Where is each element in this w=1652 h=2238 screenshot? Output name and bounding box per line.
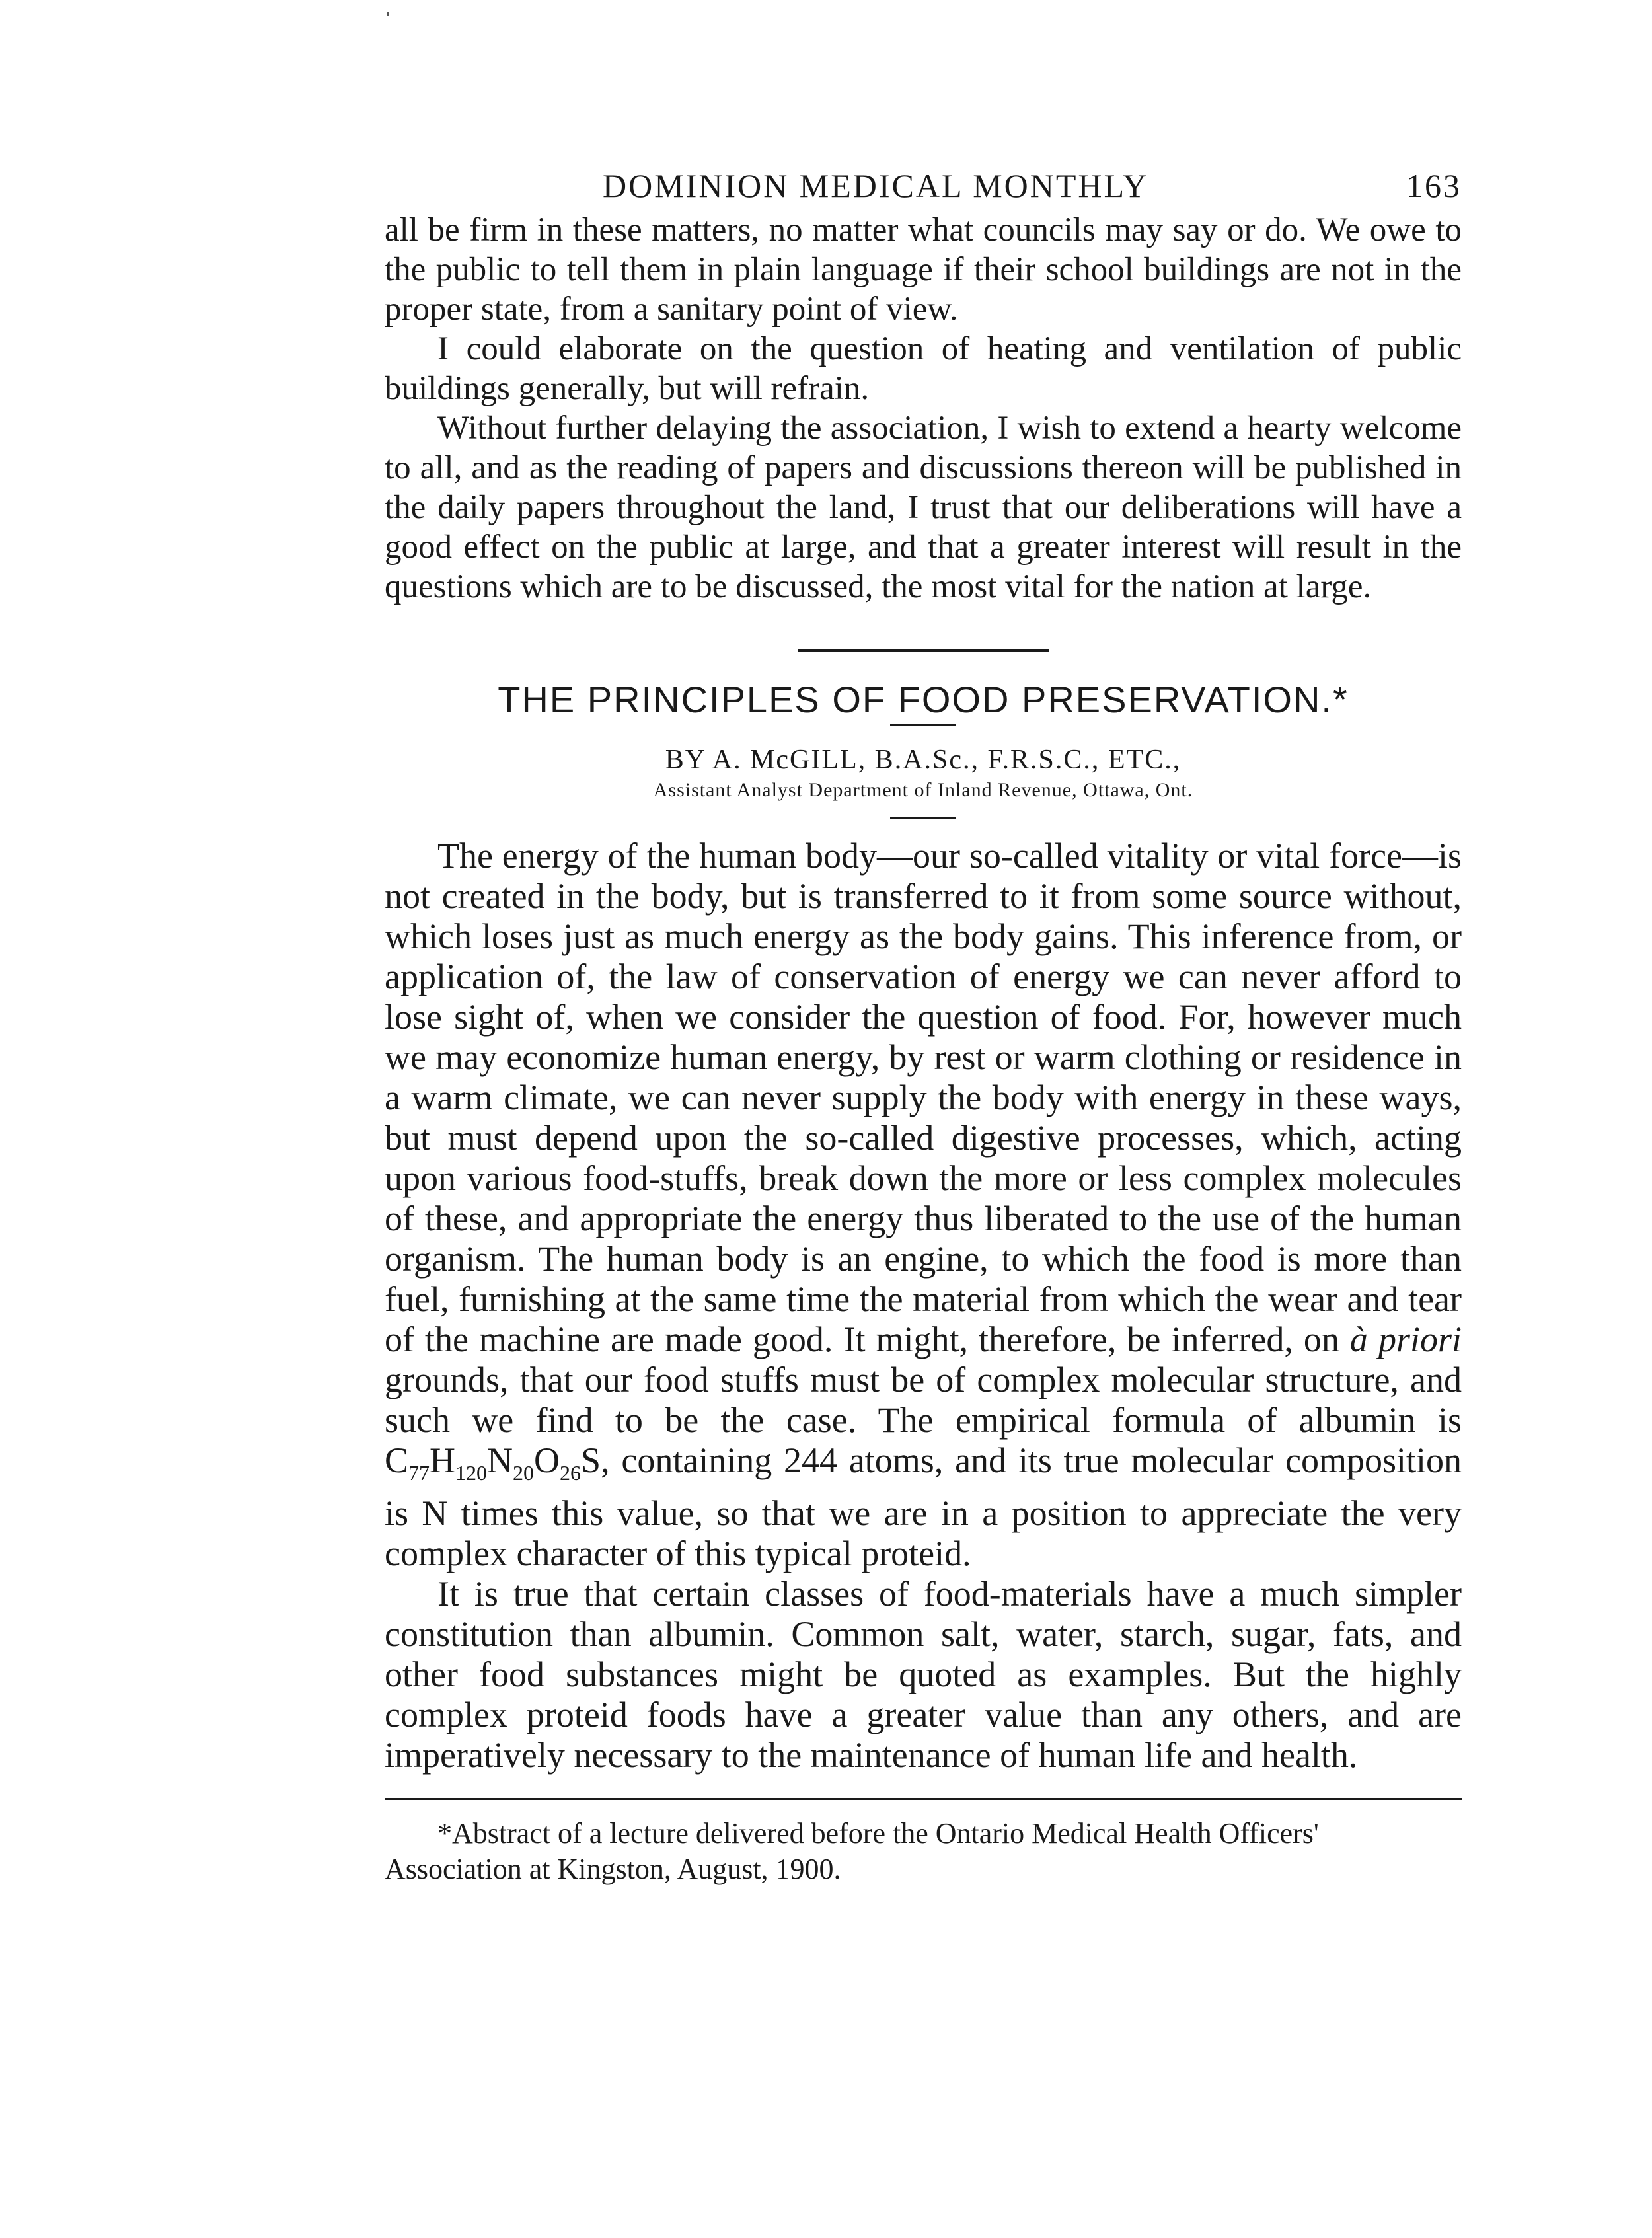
emphasis: à priori	[1349, 1320, 1462, 1359]
continued-text	[385, 210, 1462, 607]
running-title: DOMINION MEDICAL MONTHLY	[603, 167, 1149, 204]
title-rule	[890, 724, 956, 726]
paragraph	[385, 836, 1462, 1574]
byline: BY A. McGILL, B.A.Sc., F.R.S.C., ETC.,	[665, 745, 1182, 775]
text-run: The energy of the human body—our so-called vitality or vital force—is not created in the body, but is transferred to it from some source without, which loses just as much energy as the body gains. This inference from, or application of, the law of conservation of energy we can never afford to lose sight of, when we consider the question of food. For, however much we may economize human energy, by rest or warm clothing or residence in a warm climate, we can never supply the body with energy in these ways, but must depend upon the so-called digestive processes, which, acting upon various food-stuffs, break down the more or less complex molecules of these, and appropriate the energy thus liberated to the use of the human organism. The human body is an engine, to which the food is more than fuel, furnishing at the same time the material from which the wear and tear of the machine are made good. It might, therefore, be inferred, on	[385, 836, 1462, 1359]
section-divider	[798, 649, 1049, 652]
text-run: , containing 244 atoms, and its true molecular composition is N times this value, so that we are in a position to appreciate the very complex character of this typical proteid.	[385, 1440, 1462, 1573]
footnote-rule	[385, 1798, 1462, 1800]
page	[385, 165, 1462, 1887]
page-number: 163	[1406, 167, 1462, 204]
article-body	[385, 836, 1462, 1775]
text-run: grounds, that our food stuffs must be of complex molecular structure, and such we find to be the case. The empirical formula of albumin is	[385, 1360, 1462, 1440]
running-head	[385, 165, 1462, 206]
byline-rule	[890, 817, 956, 819]
chemical-formula: $C_{77}H_{120}N_{20}O_{26}S$	[385, 1440, 601, 1485]
paragraph: Without further delaying the association, I wish to extend a hearty welcome to all, and as the reading of papers and discussions thereon will be published in the daily papers throughout the land, I trust that our deliberations will have a good effect on the public at large, and that a greater interest will result in the questions which are to be discussed, the most vital for the nation at large.	[385, 410, 1462, 605]
affiliation: Assistant Analyst Department of Inland Revenue, Ottawa, Ont.	[653, 779, 1193, 801]
scan-speck	[387, 12, 389, 16]
article-title: THE PRINCIPLES OF FOOD PRESERVATION.*	[498, 679, 1349, 720]
paragraph: all be firm in these matters, no matter what councils may say or do. We owe to the public to tell them in plain language if their school buildings are not in the proper state, from a sanitary point of view.	[385, 211, 1462, 328]
paragraph: I could elaborate on the question of heating and ventilation of public buildings generally, but will refrain.	[385, 330, 1462, 407]
paragraph: It is true that certain classes of food-materials have a much simpler constitution than albumin. Common salt, water, starch, sugar, fats, and other food substances might be quoted as examples. But the highly complex proteid foods have a greater value than any others, and are imperatively necessary to the maintenance of human life and health.	[385, 1573, 1462, 1775]
footnote: *Abstract of a lecture delivered before the Ontario Medical Health Officers' Association at Kingston, August, 1900.	[385, 1816, 1319, 1885]
